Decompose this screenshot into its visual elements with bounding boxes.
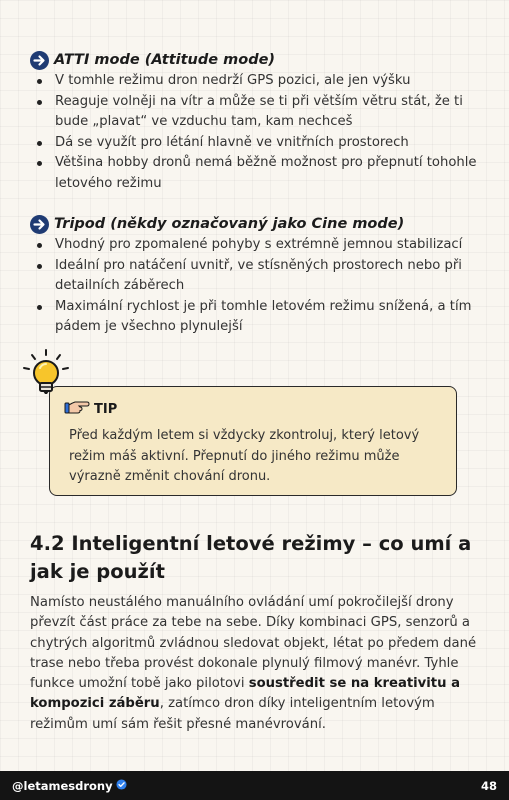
tip-text: Před každým letem si vždycky zkontroluj, který letový režim máš aktivní. Přepnutí do jiného režimu může výrazně změnit chování dronu. [69, 428, 420, 484]
section-heading: 4.2 Inteligentní letové režimy – co umí a jak je použít [30, 532, 472, 583]
tip-header [64, 399, 117, 419]
author-handle [12, 779, 127, 793]
list-item: Ideální pro natáčení uvnitř, ve stísněných prostorech nebo při detailních záběrech [30, 256, 490, 297]
tripod-mode-list [30, 235, 490, 338]
lightbulb-icon [20, 348, 72, 400]
verified-badge-icon [113, 779, 127, 793]
list-item: Vhodný pro zpomalené pohyby s extrémně jemnou stabilizací [30, 235, 490, 256]
tip-box [49, 386, 457, 496]
atti-mode-list [30, 71, 490, 194]
handle-text: @letamesdrony [12, 778, 113, 793]
list-item: V tomhle režimu dron nedrží GPS pozici, ale jen výšku [30, 71, 490, 92]
atti-mode-title: ATTI mode (Attitude mode) [54, 52, 276, 68]
page-number: 48 [480, 778, 497, 793]
paragraph-text: Namísto neustálého manuálního ovládání umí pokročilejší drony převzít část práce za tebe na sebe. Díky kombinaci GPS, senzorů a chytrých algoritmů zvládnou sledovat objekt, létat po předem dané trase nebo třeba provést dokonale plynulý filmový manévr. Tyhle funkce umožní tobě jako pilotovi [30, 595, 477, 692]
tip-label: TIP [94, 401, 118, 417]
atti-mode-heading [30, 50, 490, 70]
tripod-mode-title: Tripod (někdy označovaný jako Cine mode) [54, 216, 405, 232]
list-item: Dá se využít pro létání hlavně ve vnitřních prostorech [30, 133, 490, 154]
list-item: Reaguje volněji na vítr a může se ti při větším větru stát, že ti bude „plavat“ ve vzduchu tam, kam nechceš [30, 92, 490, 133]
section-paragraph [30, 593, 485, 735]
tripod-mode-heading [30, 214, 490, 234]
page-footer [0, 771, 509, 800]
paragraph-bold-text: soustředit se na kreativitu a kompozici záběru [30, 676, 460, 712]
paragraph-text: , zatímco dron díky inteligentním letovým režimům umí sám řešit přesné manévrování. [30, 696, 435, 732]
atti-mode-section [30, 50, 490, 194]
pointing-hand-icon [64, 399, 90, 419]
list-item: Maximální rychlost je při tomhle letovém režimu snížená, a tím pádem je všechno plynulejší [30, 297, 490, 338]
tripod-mode-section [30, 214, 490, 338]
arrow-right-circle-icon [30, 51, 49, 70]
arrow-right-circle-icon [30, 215, 49, 234]
list-item: Většina hobby dronů nemá běžně možnost pro přepnutí tohohle letového režimu [30, 153, 490, 194]
